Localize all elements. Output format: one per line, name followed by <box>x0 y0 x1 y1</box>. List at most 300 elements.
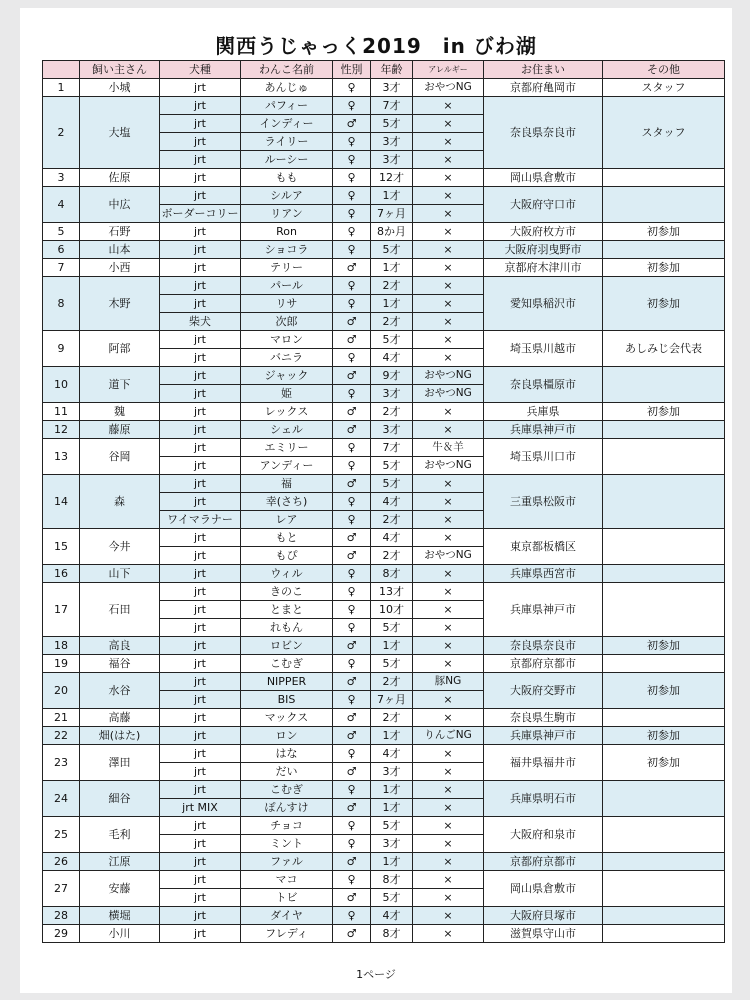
cell-age: 8才 <box>371 925 413 943</box>
cell-address: 京都府京都市 <box>484 655 603 673</box>
cell-age: 3才 <box>371 151 413 169</box>
header-address: お住まい <box>484 61 603 79</box>
cell-sex: ♂ <box>333 259 371 277</box>
table-row <box>43 331 725 349</box>
cell-dog-name: マックス <box>241 709 333 727</box>
cell-age: 8才 <box>371 565 413 583</box>
header-sex: 性別 <box>333 61 371 79</box>
cell-breed: jrt <box>160 745 241 763</box>
cell-other <box>603 439 725 475</box>
table-row <box>43 871 725 889</box>
cell-sex: ♂ <box>333 637 371 655</box>
cell-dog-name: パフィー <box>241 97 333 115</box>
cell-breed: jrt <box>160 637 241 655</box>
cell-age: 2才 <box>371 277 413 295</box>
cell-breed: 柴犬 <box>160 313 241 331</box>
owner-group <box>43 475 725 529</box>
header-num <box>43 61 80 79</box>
cell-age: 13才 <box>371 583 413 601</box>
cell-owner: 小川 <box>80 925 160 943</box>
cell-num: 20 <box>43 673 80 709</box>
cell-num: 29 <box>43 925 80 943</box>
cell-owner: 藤原 <box>80 421 160 439</box>
cell-dog-name: BIS <box>241 691 333 709</box>
cell-other <box>603 907 725 925</box>
table-row <box>43 529 725 547</box>
owner-group <box>43 241 725 259</box>
cell-dog-name: マロン <box>241 331 333 349</box>
cell-num: 5 <box>43 223 80 241</box>
cell-owner: 福谷 <box>80 655 160 673</box>
table-row <box>43 925 725 943</box>
cell-num: 7 <box>43 259 80 277</box>
cell-sex: ♀ <box>333 511 371 529</box>
table-header <box>43 61 725 79</box>
cell-sex: ♀ <box>333 349 371 367</box>
cell-other <box>603 241 725 259</box>
cell-dog-name: シルア <box>241 187 333 205</box>
cell-address: 大阪府羽曳野市 <box>484 241 603 259</box>
cell-breed: jrt <box>160 925 241 943</box>
cell-other: 初参加 <box>603 727 725 745</box>
cell-sex: ♂ <box>333 367 371 385</box>
owner-group <box>43 169 725 187</box>
cell-breed: jrt <box>160 691 241 709</box>
cell-num: 22 <box>43 727 80 745</box>
cell-allergy: × <box>413 763 484 781</box>
cell-breed: jrt <box>160 223 241 241</box>
cell-dog-name: 姫 <box>241 385 333 403</box>
owner-group <box>43 709 725 727</box>
cell-allergy: × <box>413 133 484 151</box>
cell-breed: jrt <box>160 241 241 259</box>
owner-group <box>43 853 725 871</box>
header-age: 年齢 <box>371 61 413 79</box>
header-allergy: アレルギー <box>413 61 484 79</box>
cell-owner: 森 <box>80 475 160 529</box>
cell-num: 14 <box>43 475 80 529</box>
cell-allergy: × <box>413 313 484 331</box>
cell-allergy: おやつNG <box>413 457 484 475</box>
cell-breed: jrt <box>160 421 241 439</box>
cell-breed: jrt <box>160 907 241 925</box>
cell-other: 初参加 <box>603 277 725 331</box>
cell-other: 初参加 <box>603 403 725 421</box>
document-page <box>20 8 732 993</box>
table-row <box>43 907 725 925</box>
header-dog-name: わんこ名前 <box>241 61 333 79</box>
cell-num: 10 <box>43 367 80 403</box>
cell-allergy: × <box>413 511 484 529</box>
cell-dog-name: リサ <box>241 295 333 313</box>
cell-allergy: × <box>413 889 484 907</box>
cell-owner: 佐原 <box>80 169 160 187</box>
cell-breed: jrt <box>160 385 241 403</box>
cell-allergy: りんごNG <box>413 727 484 745</box>
cell-other: スタッフ <box>603 79 725 97</box>
cell-age: 7才 <box>371 97 413 115</box>
cell-num: 25 <box>43 817 80 853</box>
table-row <box>43 673 725 691</box>
cell-dog-name: フレディ <box>241 925 333 943</box>
cell-allergy: × <box>413 745 484 763</box>
cell-dog-name: 次郎 <box>241 313 333 331</box>
cell-address: 滋賀県守山市 <box>484 925 603 943</box>
cell-dog-name: もも <box>241 169 333 187</box>
cell-allergy: × <box>413 349 484 367</box>
cell-sex: ♀ <box>333 385 371 403</box>
owner-group <box>43 79 725 97</box>
cell-age: 4才 <box>371 529 413 547</box>
cell-age: 1才 <box>371 187 413 205</box>
cell-owner: 安藤 <box>80 871 160 907</box>
cell-age: 4才 <box>371 745 413 763</box>
cell-num: 6 <box>43 241 80 259</box>
cell-other <box>603 421 725 439</box>
cell-allergy: × <box>413 655 484 673</box>
cell-breed: jrt <box>160 853 241 871</box>
owner-group <box>43 403 725 421</box>
cell-allergy: おやつNG <box>413 547 484 565</box>
cell-breed: jrt <box>160 601 241 619</box>
cell-age: 2才 <box>371 403 413 421</box>
cell-sex: ♂ <box>333 421 371 439</box>
cell-num: 11 <box>43 403 80 421</box>
cell-breed: jrt <box>160 709 241 727</box>
cell-sex: ♀ <box>333 817 371 835</box>
cell-age: 1才 <box>371 259 413 277</box>
cell-num: 15 <box>43 529 80 565</box>
cell-age: 1才 <box>371 727 413 745</box>
cell-age: 1才 <box>371 799 413 817</box>
cell-dog-name: テリー <box>241 259 333 277</box>
cell-sex: ♀ <box>333 79 371 97</box>
cell-age: 5才 <box>371 889 413 907</box>
cell-allergy: × <box>413 817 484 835</box>
cell-owner: 江原 <box>80 853 160 871</box>
table-row <box>43 727 725 745</box>
cell-sex: ♀ <box>333 187 371 205</box>
cell-sex: ♀ <box>333 493 371 511</box>
cell-other <box>603 529 725 565</box>
table-row <box>43 439 725 457</box>
cell-owner: 小城 <box>80 79 160 97</box>
cell-dog-name: れもん <box>241 619 333 637</box>
cell-age: 2才 <box>371 673 413 691</box>
cell-dog-name: アンディー <box>241 457 333 475</box>
cell-sex: ♂ <box>333 889 371 907</box>
cell-allergy: × <box>413 169 484 187</box>
cell-sex: ♂ <box>333 673 371 691</box>
cell-address: 大阪府守口市 <box>484 187 603 223</box>
cell-sex: ♀ <box>333 205 371 223</box>
cell-sex: ♀ <box>333 277 371 295</box>
cell-allergy: おやつNG <box>413 79 484 97</box>
cell-address: 奈良県橿原市 <box>484 367 603 403</box>
cell-address: 岡山県倉敷市 <box>484 871 603 907</box>
cell-age: 5才 <box>371 115 413 133</box>
cell-breed: jrt <box>160 457 241 475</box>
cell-age: 4才 <box>371 907 413 925</box>
table-row <box>43 781 725 799</box>
cell-sex: ♀ <box>333 907 371 925</box>
cell-sex: ♀ <box>333 583 371 601</box>
cell-allergy: × <box>413 637 484 655</box>
cell-num: 17 <box>43 583 80 637</box>
cell-address: 兵庫県 <box>484 403 603 421</box>
participants-table <box>42 60 725 943</box>
cell-dog-name: NIPPER <box>241 673 333 691</box>
cell-age: 7ヶ月 <box>371 691 413 709</box>
cell-address: 兵庫県神戸市 <box>484 583 603 637</box>
cell-other <box>603 565 725 583</box>
cell-allergy: × <box>413 907 484 925</box>
cell-owner: 今井 <box>80 529 160 565</box>
owner-group <box>43 583 725 637</box>
cell-address: 奈良県奈良市 <box>484 97 603 169</box>
cell-breed: jrt <box>160 331 241 349</box>
cell-dog-name: とまと <box>241 601 333 619</box>
table-row <box>43 421 725 439</box>
cell-sex: ♀ <box>333 781 371 799</box>
header-owner: 飼い主さん <box>80 61 160 79</box>
cell-breed: ワイマラナー <box>160 511 241 529</box>
cell-address: 大阪府枚方市 <box>484 223 603 241</box>
table-row <box>43 223 725 241</box>
cell-breed: jrt <box>160 763 241 781</box>
cell-breed: jrt <box>160 583 241 601</box>
cell-allergy: × <box>413 565 484 583</box>
cell-other <box>603 817 725 853</box>
cell-age: 3才 <box>371 835 413 853</box>
cell-age: 5才 <box>371 817 413 835</box>
cell-sex: ♀ <box>333 691 371 709</box>
cell-breed: jrt <box>160 889 241 907</box>
cell-address: 兵庫県神戸市 <box>484 421 603 439</box>
cell-num: 1 <box>43 79 80 97</box>
owner-group <box>43 565 725 583</box>
cell-other <box>603 853 725 871</box>
cell-sex: ♂ <box>333 115 371 133</box>
cell-num: 3 <box>43 169 80 187</box>
cell-dog-name: トビ <box>241 889 333 907</box>
table-row <box>43 241 725 259</box>
cell-address: 兵庫県神戸市 <box>484 727 603 745</box>
cell-address: 兵庫県明石市 <box>484 781 603 817</box>
cell-allergy: おやつNG <box>413 385 484 403</box>
cell-other <box>603 871 725 907</box>
cell-allergy: × <box>413 277 484 295</box>
owner-group <box>43 187 725 223</box>
cell-breed: jrt <box>160 835 241 853</box>
cell-breed: jrt MIX <box>160 799 241 817</box>
cell-allergy: × <box>413 493 484 511</box>
cell-age: 10才 <box>371 601 413 619</box>
cell-sex: ♀ <box>333 151 371 169</box>
cell-num: 28 <box>43 907 80 925</box>
cell-sex: ♀ <box>333 835 371 853</box>
cell-breed: jrt <box>160 367 241 385</box>
cell-num: 8 <box>43 277 80 331</box>
cell-age: 5才 <box>371 457 413 475</box>
table-row <box>43 259 725 277</box>
cell-allergy: × <box>413 295 484 313</box>
owner-group <box>43 367 725 403</box>
owner-group <box>43 421 725 439</box>
cell-age: 3才 <box>371 763 413 781</box>
cell-other: 初参加 <box>603 673 725 709</box>
cell-dog-name: エミリー <box>241 439 333 457</box>
owner-group <box>43 637 725 655</box>
cell-num: 18 <box>43 637 80 655</box>
cell-sex: ♀ <box>333 619 371 637</box>
cell-age: 1才 <box>371 295 413 313</box>
owner-group <box>43 925 725 943</box>
cell-sex: ♀ <box>333 169 371 187</box>
cell-sex: ♀ <box>333 565 371 583</box>
cell-breed: jrt <box>160 349 241 367</box>
table-row <box>43 637 725 655</box>
table-row <box>43 367 725 385</box>
cell-address: 埼玉県川口市 <box>484 439 603 475</box>
cell-address: 東京都板橋区 <box>484 529 603 565</box>
cell-owner: 道下 <box>80 367 160 403</box>
owner-group <box>43 871 725 907</box>
cell-owner: 毛利 <box>80 817 160 853</box>
owner-group <box>43 781 725 817</box>
cell-breed: jrt <box>160 259 241 277</box>
cell-sex: ♀ <box>333 601 371 619</box>
cell-allergy: × <box>413 529 484 547</box>
cell-dog-name: ジャック <box>241 367 333 385</box>
cell-allergy: × <box>413 709 484 727</box>
table-row <box>43 709 725 727</box>
owner-group <box>43 529 725 565</box>
cell-age: 3才 <box>371 79 413 97</box>
cell-address: 三重県松阪市 <box>484 475 603 529</box>
cell-dog-name: レア <box>241 511 333 529</box>
cell-other <box>603 187 725 223</box>
cell-num: 4 <box>43 187 80 223</box>
cell-dog-name: ライリー <box>241 133 333 151</box>
cell-dog-name: リアン <box>241 205 333 223</box>
cell-age: 4才 <box>371 493 413 511</box>
cell-sex: ♀ <box>333 133 371 151</box>
cell-owner: 阿部 <box>80 331 160 367</box>
cell-address: 京都府木津川市 <box>484 259 603 277</box>
header-other: その他 <box>603 61 725 79</box>
cell-breed: jrt <box>160 79 241 97</box>
cell-dog-name: きのこ <box>241 583 333 601</box>
owner-group <box>43 439 725 475</box>
cell-sex: ♀ <box>333 439 371 457</box>
cell-allergy: × <box>413 205 484 223</box>
cell-age: 4才 <box>371 349 413 367</box>
owner-group <box>43 907 725 925</box>
owner-group <box>43 727 725 745</box>
cell-allergy: × <box>413 853 484 871</box>
cell-owner: 澤田 <box>80 745 160 781</box>
table-row <box>43 97 725 115</box>
cell-allergy: 牛＆羊 <box>413 439 484 457</box>
cell-breed: jrt <box>160 655 241 673</box>
cell-sex: ♂ <box>333 547 371 565</box>
cell-address: 大阪府交野市 <box>484 673 603 709</box>
table-row <box>43 745 725 763</box>
cell-allergy: × <box>413 781 484 799</box>
cell-sex: ♀ <box>333 457 371 475</box>
cell-breed: jrt <box>160 565 241 583</box>
cell-dog-name: ファル <box>241 853 333 871</box>
cell-owner: 谷岡 <box>80 439 160 475</box>
cell-dog-name: ロン <box>241 727 333 745</box>
cell-age: 5才 <box>371 475 413 493</box>
owner-group <box>43 817 725 853</box>
cell-dog-name: インディー <box>241 115 333 133</box>
cell-breed: jrt <box>160 403 241 421</box>
cell-age: 7才 <box>371 439 413 457</box>
page-title: 関西うじゃっく2019 in びわ湖 <box>215 34 537 58</box>
cell-address: 京都府亀岡市 <box>484 79 603 97</box>
cell-age: 7ヶ月 <box>371 205 413 223</box>
cell-sex: ♀ <box>333 97 371 115</box>
cell-dog-name: だい <box>241 763 333 781</box>
table-row <box>43 475 725 493</box>
cell-age: 2才 <box>371 709 413 727</box>
cell-num: 2 <box>43 97 80 169</box>
header-breed: 犬種 <box>160 61 241 79</box>
cell-age: 5才 <box>371 619 413 637</box>
cell-age: 12才 <box>371 169 413 187</box>
cell-sex: ♂ <box>333 529 371 547</box>
cell-dog-name: もぴ <box>241 547 333 565</box>
cell-dog-name: ぽんすけ <box>241 799 333 817</box>
cell-num: 27 <box>43 871 80 907</box>
cell-age: 2才 <box>371 547 413 565</box>
cell-breed: jrt <box>160 781 241 799</box>
cell-allergy: × <box>413 223 484 241</box>
cell-dog-name: ロビン <box>241 637 333 655</box>
cell-dog-name: はな <box>241 745 333 763</box>
cell-dog-name: シェル <box>241 421 333 439</box>
cell-allergy: × <box>413 925 484 943</box>
cell-address: 愛知県稲沢市 <box>484 277 603 331</box>
cell-owner: 大塩 <box>80 97 160 169</box>
cell-owner: 高藤 <box>80 709 160 727</box>
cell-other <box>603 925 725 943</box>
page-number: 1ページ <box>356 968 396 981</box>
cell-breed: jrt <box>160 151 241 169</box>
cell-sex: ♂ <box>333 331 371 349</box>
table-row <box>43 853 725 871</box>
cell-other <box>603 367 725 403</box>
cell-allergy: × <box>413 871 484 889</box>
cell-age: 9才 <box>371 367 413 385</box>
cell-allergy: × <box>413 187 484 205</box>
cell-allergy: × <box>413 421 484 439</box>
cell-age: 1才 <box>371 853 413 871</box>
cell-allergy: × <box>413 151 484 169</box>
cell-age: 8か月 <box>371 223 413 241</box>
owner-group <box>43 331 725 367</box>
cell-owner: 小西 <box>80 259 160 277</box>
cell-age: 5才 <box>371 241 413 259</box>
cell-age: 1才 <box>371 637 413 655</box>
cell-num: 21 <box>43 709 80 727</box>
cell-breed: jrt <box>160 187 241 205</box>
cell-address: 京都府京都市 <box>484 853 603 871</box>
cell-sex: ♂ <box>333 727 371 745</box>
